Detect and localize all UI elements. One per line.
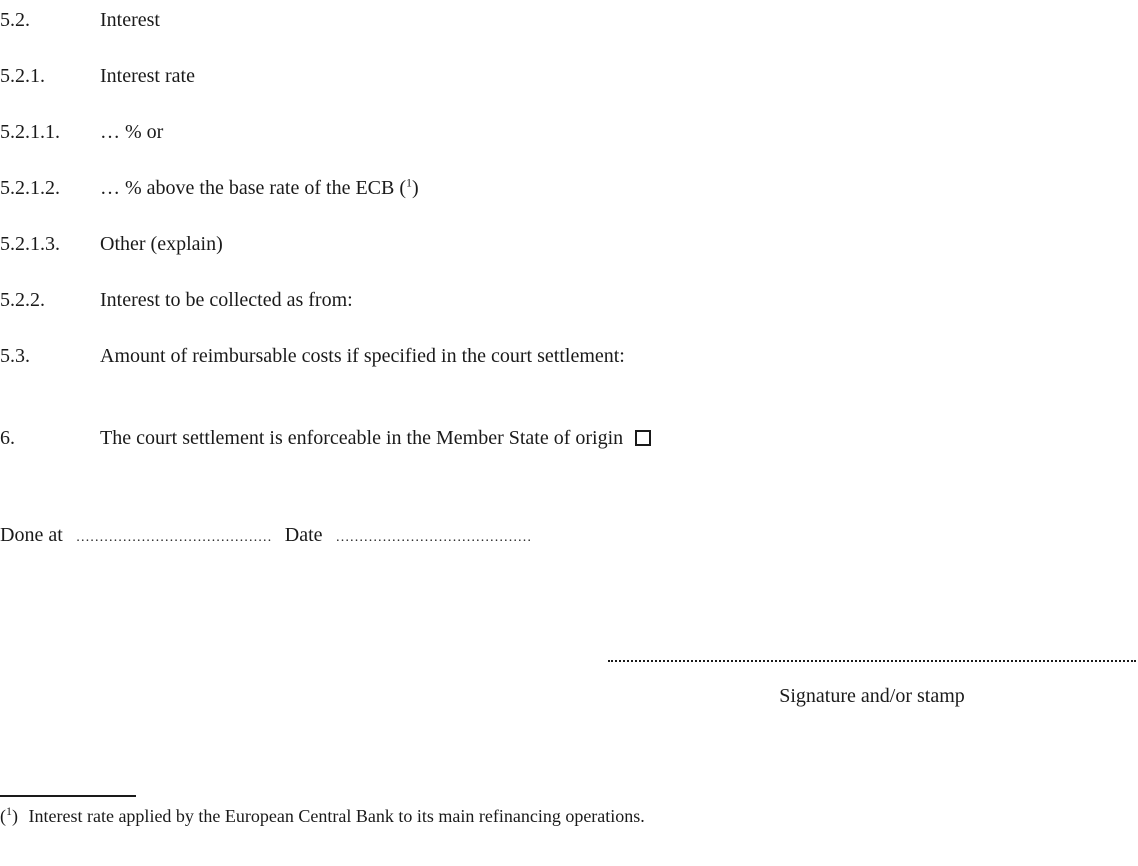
- item-text-wrapper: [100, 426, 651, 450]
- item-number: 6.: [0, 427, 15, 449]
- footnote-marker: 1: [6, 804, 12, 818]
- item-text: The court settlement is enforceable in the Member State of origin: [100, 427, 624, 449]
- item-text-wrapper: [100, 176, 419, 200]
- item-number: 5.3.: [0, 345, 30, 367]
- footnote-open: (: [0, 806, 6, 826]
- item-text: … % or: [100, 121, 164, 143]
- enforceable-checkbox[interactable]: [635, 430, 651, 446]
- done-at-field[interactable]: ……………………………………: [75, 530, 272, 545]
- item-text: Interest: [100, 9, 160, 31]
- item-text-after: ): [412, 177, 419, 199]
- date-label: Date: [284, 524, 323, 546]
- signature-caption: Signature and/or stamp: [779, 685, 965, 707]
- item-text: Interest to be collected as from:: [100, 289, 353, 311]
- item-text: Other (explain): [100, 233, 223, 255]
- signature-line[interactable]: [608, 660, 1136, 662]
- footnote-close: ): [12, 806, 18, 826]
- date-field[interactable]: ……………………………………: [335, 530, 532, 545]
- done-at-label: Done at: [0, 524, 63, 546]
- item-number: 5.2.1.3.: [0, 233, 60, 255]
- footnote-divider: [0, 795, 136, 797]
- item-text: Interest rate: [100, 65, 195, 87]
- item-number: 5.2.1.1.: [0, 121, 60, 143]
- item-number: 5.2.1.: [0, 65, 45, 87]
- footnote-text: Interest rate applied by the European Central Bank to its main refinancing operations.: [28, 806, 645, 826]
- done-at-line: [0, 523, 532, 550]
- item-text: Amount of reimbursable costs if specified in the court settlement:: [100, 345, 625, 367]
- item-number: 5.2.: [0, 9, 30, 31]
- item-number: 5.2.1.2.: [0, 177, 60, 199]
- footnote: [0, 804, 645, 828]
- footnote-reference[interactable]: 1: [406, 175, 413, 190]
- item-text: … % above the base rate of the ECB (: [100, 177, 407, 199]
- item-number: 5.2.2.: [0, 289, 45, 311]
